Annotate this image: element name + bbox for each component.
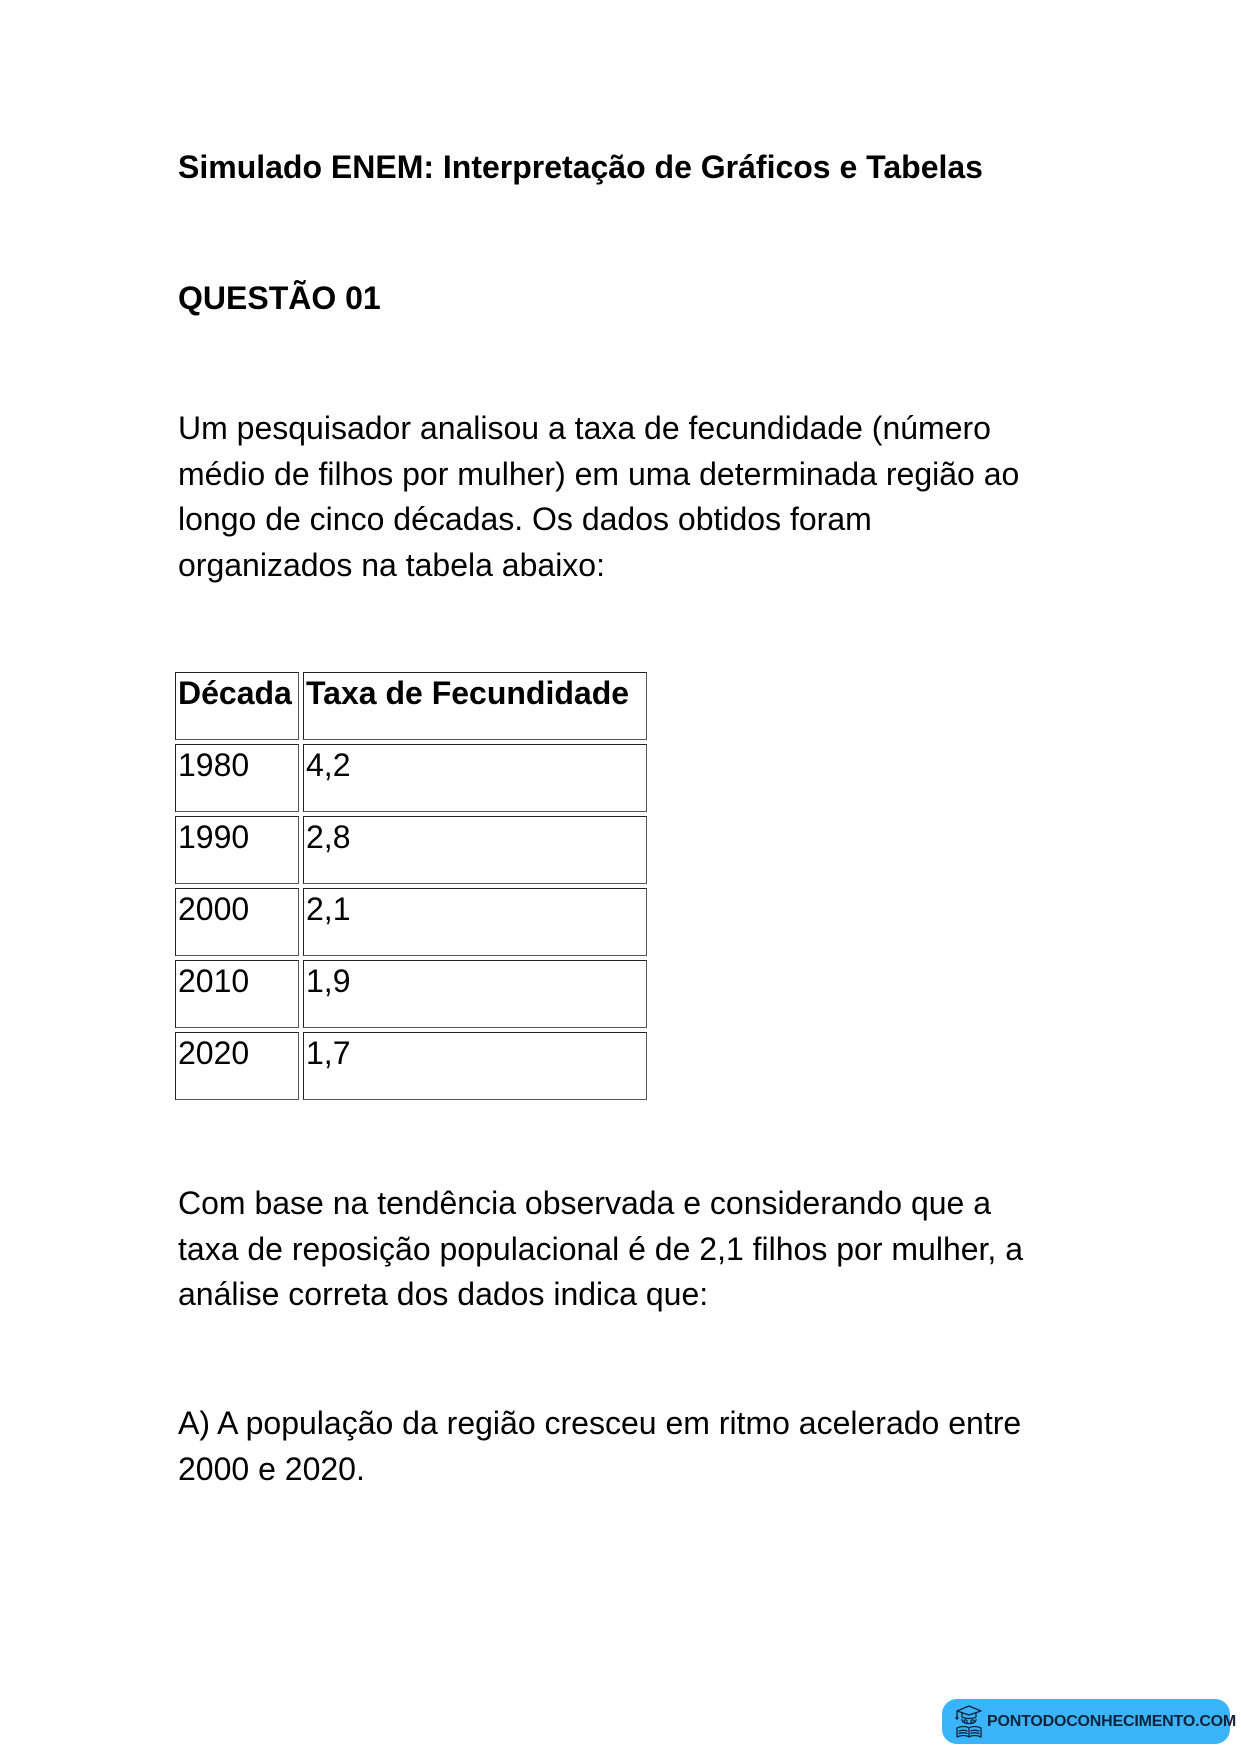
cell-decade: 2000 [175, 888, 299, 956]
cell-rate: 4,2 [303, 744, 647, 812]
graduate-reading-book-icon [954, 1705, 984, 1739]
prompt-line: Com base na tendência observada e considerando que a [178, 1185, 992, 1221]
intro-line: Um pesquisador analisou a taxa de fecundidade (número [178, 410, 991, 446]
intro-paragraph [178, 406, 1078, 588]
intro-line: organizados na tabela abaixo: [178, 546, 605, 583]
cell-decade: 2010 [175, 960, 299, 1028]
page-title: Simulado ENEM: Interpretação de Gráficos e Tabelas [178, 149, 983, 185]
brand-text: PONTODOCONHECIMENTO.COM [987, 1712, 1237, 1730]
cell-decade: 2020 [175, 1032, 299, 1100]
table-row [175, 960, 647, 1028]
option-line: A) A população da região cresceu em ritmo acelerado entre [178, 1405, 1022, 1441]
question-heading: QUESTÃO 01 [178, 280, 381, 316]
header-decade: Década [175, 672, 299, 740]
header-fertility-rate: Taxa de Fecundidade [303, 672, 647, 740]
brand-badge[interactable] [942, 1699, 1237, 1744]
answer-option-a [178, 1401, 1078, 1492]
prompt-line: taxa de reposição populacional é de 2,1 filhos por mulher, a [178, 1230, 1023, 1267]
fertility-rate-table [170, 667, 652, 1105]
intro-line: longo de cinco décadas. Os dados obtidos foram [178, 501, 872, 537]
table-row [175, 888, 647, 956]
cell-rate: 2,1 [303, 888, 647, 956]
cell-decade: 1980 [175, 744, 299, 812]
table-row [175, 816, 647, 884]
table-row [175, 1032, 647, 1100]
question-prompt [178, 1181, 1078, 1318]
option-line: 2000 e 2020. [178, 1450, 365, 1487]
cell-rate: 2,8 [303, 816, 647, 884]
cell-rate: 1,7 [303, 1032, 647, 1100]
table-header-row [175, 672, 647, 740]
prompt-line: análise correta dos dados indica que: [178, 1276, 709, 1312]
intro-line: médio de filhos por mulher) em uma determinada região ao [178, 455, 1020, 492]
cell-decade: 1990 [175, 816, 299, 884]
table-row [175, 744, 647, 812]
cell-rate: 1,9 [303, 960, 647, 1028]
